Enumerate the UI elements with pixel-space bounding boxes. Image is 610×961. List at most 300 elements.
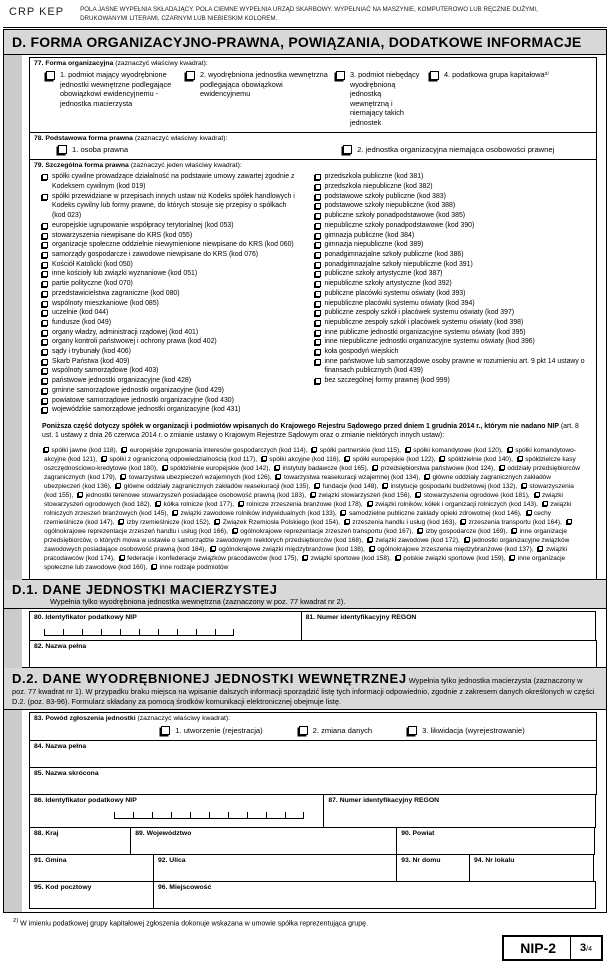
checkbox-icon[interactable]: [343, 145, 352, 154]
checkbox-icon[interactable]: [122, 447, 127, 452]
form-option[interactable]: [373, 465, 495, 472]
checkbox-icon[interactable]: [430, 71, 439, 80]
checkbox-icon[interactable]: [396, 555, 401, 560]
option-label: organy kontroli państwowej i ochrony prawa (kod 402): [52, 338, 217, 346]
option-label: przedsiębiorstwa państwowe (kod 124),: [380, 464, 496, 472]
field-81-regon-input[interactable]: [301, 611, 596, 641]
checkbox-icon[interactable]: [315, 262, 321, 268]
field-78-label: [34, 135, 592, 142]
option-label: gminne samorządowe jednostki organizacyjne (kod 429): [52, 386, 224, 394]
checkbox-icon[interactable]: [522, 483, 527, 488]
checkbox-icon[interactable]: [406, 447, 411, 452]
section-d-box: [3, 30, 607, 913]
option-label: spółki przewidziane w przepisach innych ustaw niż Kodeks spółek handlowych i Kodeks cywilny lub formy prawne, do których stosuje się przepisy o spółkach (kod 023): [52, 192, 295, 220]
checkbox-icon[interactable]: [42, 368, 48, 374]
form-option[interactable]: [368, 537, 460, 544]
checkbox-icon[interactable]: [336, 71, 345, 80]
form-option[interactable]: [120, 555, 299, 562]
option-label: gimnazja publiczne (kod 384): [324, 231, 415, 239]
field-77-label: [34, 60, 592, 67]
left-margin-stripe: [4, 710, 22, 912]
checkbox-icon[interactable]: [42, 407, 48, 413]
option-label: spółki komandytowo-akcyjne (kod 121),: [44, 446, 576, 463]
option-label: podstawowe szkoły publiczne (kod 383): [324, 192, 446, 200]
checkbox-icon[interactable]: [163, 465, 168, 470]
checkbox-icon[interactable]: [315, 378, 321, 384]
checkbox-icon[interactable]: [315, 213, 321, 219]
field-78-options: [34, 142, 592, 156]
form-option[interactable]: [408, 726, 525, 735]
option-label: publiczne szkoły artystyczne (kod 387): [324, 270, 443, 278]
form-option[interactable]: [315, 221, 593, 231]
checkbox-icon[interactable]: [315, 194, 321, 200]
checkbox-icon[interactable]: [42, 378, 48, 384]
checkbox-icon[interactable]: [311, 492, 316, 497]
section-d1-title: D.1. DANE JEDNOSTKI MACIERZYSTEJ: [12, 581, 278, 597]
checkbox-icon[interactable]: [299, 726, 308, 735]
option-label: przedszkola niepubliczne (kod 382): [324, 183, 433, 191]
form-option[interactable]: [315, 279, 593, 289]
form-option[interactable]: [315, 318, 593, 328]
checkbox-icon[interactable]: [121, 474, 126, 479]
checkbox-icon[interactable]: [42, 359, 48, 365]
form-option[interactable]: [42, 376, 301, 386]
checkbox-icon[interactable]: [275, 465, 280, 470]
form-option[interactable]: [42, 347, 301, 357]
checkbox-icon[interactable]: [383, 483, 388, 488]
form-option[interactable]: [42, 289, 301, 299]
field-77-options: [34, 67, 592, 129]
checkbox-icon[interactable]: [315, 483, 320, 488]
checkbox-icon[interactable]: [425, 474, 430, 479]
field-87-regon-input[interactable]: [323, 794, 596, 828]
option-label: gimnazja niepubliczne (kod 389): [324, 241, 424, 249]
field-95-label: 95. Kod pocztowy: [34, 884, 92, 892]
option-label: organy władzy, administracji rządowej (kod 401): [52, 328, 199, 336]
field-89-label: 89. Województwo: [135, 830, 192, 838]
field-81-label: 81. Numer identyfikacyjny REGON: [305, 613, 417, 621]
form-option[interactable]: [119, 519, 210, 526]
checkbox-icon[interactable]: [315, 330, 321, 336]
section-d-title: D. FORMA ORGANIZACYJNO-PRAWNA, POWIĄZANIA, DODATKOWE INFORMACJE: [4, 30, 606, 55]
form-option[interactable]: [211, 546, 365, 553]
checkbox-icon[interactable]: [186, 71, 195, 80]
checkbox-icon[interactable]: [42, 339, 48, 345]
checkbox-icon[interactable]: [368, 501, 373, 506]
form-option[interactable]: [461, 519, 562, 526]
form-code-box: [502, 935, 603, 961]
checkbox-icon[interactable]: [42, 194, 48, 200]
field-79-szczegolna-forma-prawna: [29, 159, 597, 579]
option-label: niepubliczne placówki systemu oświaty (kod 394): [324, 299, 475, 307]
checkbox-icon[interactable]: [156, 501, 161, 506]
checkbox-icon[interactable]: [161, 726, 170, 735]
checkbox-icon[interactable]: [42, 271, 48, 277]
form-option[interactable]: [315, 337, 593, 347]
field-88-kraj-input[interactable]: [29, 827, 131, 855]
form-option[interactable]: [315, 299, 593, 309]
form-option[interactable]: [215, 519, 340, 526]
left-margin-stripe: [4, 55, 22, 579]
checkbox-icon[interactable]: [315, 320, 321, 326]
checkbox-icon[interactable]: [315, 359, 321, 365]
form-option[interactable]: [343, 145, 554, 154]
form-option[interactable]: [341, 510, 521, 517]
form-option[interactable]: [42, 405, 301, 415]
checkbox-icon[interactable]: [418, 528, 423, 533]
option-label: towarzystwa reasekuracji wzajemnej (kod 134),: [283, 473, 421, 481]
form-option[interactable]: [315, 376, 593, 386]
checkbox-icon[interactable]: [120, 555, 125, 560]
form-code: NIP-2: [504, 937, 571, 959]
option-label: oddziały przedsiębiorców zagranicznych (kod 179),: [44, 464, 580, 481]
form-option[interactable]: [368, 501, 538, 508]
checkbox-icon[interactable]: [42, 174, 48, 180]
form-option[interactable]: [315, 328, 593, 338]
option-label: instytuty badawcze (kod 165),: [282, 464, 369, 472]
checkbox-icon[interactable]: [42, 262, 48, 268]
checkbox-icon[interactable]: [373, 465, 378, 470]
option-label: związki zawodowe rolników indywidualnych (kod 133),: [180, 509, 337, 517]
checkbox-icon[interactable]: [440, 456, 445, 461]
checkbox-icon[interactable]: [312, 447, 317, 452]
form-option[interactable]: [315, 250, 593, 260]
checkbox-icon[interactable]: [345, 519, 350, 524]
checkbox-icon[interactable]: [303, 555, 308, 560]
checkbox-icon[interactable]: [211, 546, 216, 551]
option-label: samorządy gospodarcze i zawodowe niewpisane do KRS (kod 076): [52, 251, 259, 258]
form-option[interactable]: [42, 337, 301, 347]
form-option[interactable]: [430, 70, 549, 127]
option-label: ponadgimnazjalne szkoły publiczne (kod 386): [324, 251, 464, 258]
form-option[interactable]: [42, 240, 301, 250]
checkbox-icon[interactable]: [46, 71, 55, 80]
field-91-gmina-input[interactable]: [29, 854, 154, 882]
form-option[interactable]: [42, 318, 301, 328]
option-label: wspólnoty samorządowe (kod 403): [52, 367, 159, 375]
checkbox-icon[interactable]: [215, 519, 220, 524]
form-option[interactable]: [42, 250, 301, 260]
form-option[interactable]: [156, 501, 234, 508]
form-option[interactable]: [396, 555, 506, 562]
checkbox-icon[interactable]: [315, 203, 321, 209]
field-93-nr-domu-input[interactable]: [396, 854, 470, 882]
option-label: federacje i konfederacje związków pracodawców (kod 175),: [127, 554, 299, 562]
option-label: Związek Rzemiosła Polskiego (kod 154),: [222, 518, 340, 526]
checkbox-icon[interactable]: [44, 447, 49, 452]
checkbox-icon[interactable]: [315, 310, 321, 316]
form-option[interactable]: [315, 240, 593, 250]
field-91-label: 91. Gmina: [34, 857, 67, 865]
form-option[interactable]: [312, 447, 401, 454]
option-label: związki zawodowe (kod 172),: [375, 536, 460, 544]
option-label: przedstawicielstwa zagraniczne (kod 080): [52, 289, 180, 297]
form-option[interactable]: [122, 447, 307, 454]
form-option[interactable]: [315, 201, 593, 211]
form-option[interactable]: [121, 474, 271, 481]
form-option[interactable]: [42, 308, 301, 318]
form-option[interactable]: [42, 386, 301, 396]
form-option[interactable]: [315, 347, 593, 357]
form-option[interactable]: [275, 465, 369, 472]
checkbox-icon[interactable]: [315, 291, 321, 297]
form-option[interactable]: [42, 260, 301, 270]
checkbox-icon[interactable]: [512, 528, 517, 533]
field-80-label: 80. Identyfikator podatkowy NIP: [34, 613, 137, 621]
field-84-label: 84. Nazwa pełna: [34, 743, 87, 751]
field-94-nr-lokalu-input[interactable]: [469, 854, 594, 882]
checkbox-icon[interactable]: [42, 349, 48, 355]
option-label: stowarzyszenia ogrodowe (kod 181),: [423, 491, 530, 499]
form-option[interactable]: [315, 260, 593, 270]
checkbox-icon[interactable]: [315, 339, 321, 345]
checkbox-icon[interactable]: [42, 242, 48, 248]
form-option[interactable]: [276, 474, 420, 481]
form-option[interactable]: [161, 726, 262, 735]
form-option[interactable]: [116, 483, 310, 490]
checkbox-icon[interactable]: [42, 330, 48, 336]
checkbox-icon[interactable]: [42, 388, 48, 394]
form-option[interactable]: [233, 528, 414, 535]
form-option[interactable]: [42, 366, 301, 376]
field-79-left-column: [42, 172, 301, 415]
form-option[interactable]: [42, 396, 301, 406]
form-option[interactable]: [42, 357, 301, 367]
option-label: uczelnie (kod 044): [52, 309, 109, 317]
form-option[interactable]: [315, 483, 378, 490]
checkbox-icon[interactable]: [152, 564, 157, 569]
form-option[interactable]: [42, 221, 301, 231]
option-label: polskie związki sportowe (kod 159),: [403, 554, 506, 562]
form-option[interactable]: [315, 269, 593, 279]
checkbox-icon[interactable]: [315, 184, 321, 190]
section-d2-header: [4, 667, 606, 711]
option-label: jednostki organizacyjne związków zawodowych posiadające osobowość prawną (kod 184),: [44, 536, 570, 553]
option-label: inne niepubliczne jednostki organizacyjne systemu oświaty (kod 396): [324, 338, 535, 346]
form-option[interactable]: [418, 528, 507, 535]
form-option[interactable]: [303, 555, 391, 562]
checkbox-icon[interactable]: [42, 252, 48, 258]
form-option[interactable]: [370, 546, 534, 553]
checkbox-icon[interactable]: [315, 242, 321, 248]
checkbox-icon[interactable]: [102, 456, 107, 461]
checkbox-icon[interactable]: [276, 474, 281, 479]
form-option[interactable]: [42, 231, 301, 241]
form-option[interactable]: [315, 289, 593, 299]
form-option[interactable]: [42, 192, 301, 221]
form-option[interactable]: [299, 726, 373, 735]
option-label: spółki akcyjne (kod 116),: [269, 455, 341, 463]
option-label: państwowe jednostki organizacyjne (kod 428): [52, 377, 192, 385]
form-option[interactable]: [42, 299, 301, 309]
checkbox-icon[interactable]: [543, 501, 548, 506]
section-d2-text: [12, 670, 598, 708]
option-label: inne organizacje przedsiębiorców, o których mowa w ustawie o samorządzie zawodowym niektórych przedsiębiorców (kod 168),: [44, 527, 567, 544]
form-option[interactable]: [406, 447, 503, 454]
checkbox-icon[interactable]: [42, 301, 48, 307]
field-86-nip-input[interactable]: [29, 794, 324, 828]
checkbox-icon[interactable]: [416, 492, 421, 497]
form-option[interactable]: [345, 519, 457, 526]
page-indicator: [571, 937, 601, 959]
option-label: inne organizacje społeczne lub zawodowe (kod 160),: [44, 554, 566, 571]
checkbox-icon[interactable]: [116, 483, 121, 488]
checkbox-icon[interactable]: [538, 546, 543, 551]
field-77-label-text: 77. Forma organizacyjna: [34, 60, 114, 68]
form-option[interactable]: [262, 456, 341, 463]
field-83-powod-zgloszenia: [29, 712, 597, 741]
checkbox-icon[interactable]: [42, 291, 48, 297]
checkbox-icon[interactable]: [42, 398, 48, 404]
option-label: spółki partnerskie (kod 115),: [319, 446, 401, 454]
form-option[interactable]: [383, 483, 517, 490]
form-option[interactable]: [173, 510, 337, 517]
form-option[interactable]: [42, 328, 301, 338]
form-option[interactable]: [58, 145, 128, 154]
form-option[interactable]: [315, 231, 593, 241]
option-label: główne oddziały zagranicznych zakładów reasekuracji (kod 135),: [123, 482, 311, 490]
option-label: zrzeszenia transportu (kod 164),: [468, 518, 562, 526]
field-85-nazwa-skrocona-input[interactable]: [29, 767, 597, 795]
option-label: 4. podatkowa grupa kapitałowa²⁾: [444, 70, 549, 80]
checkbox-icon[interactable]: [345, 456, 350, 461]
field-79-right-column: [301, 172, 593, 415]
checkbox-icon[interactable]: [510, 555, 515, 560]
checkbox-icon[interactable]: [233, 528, 238, 533]
option-label: ogólnokrajowe reprezentacje zrzeszeń transportu (kod 167),: [240, 527, 414, 535]
form-option[interactable]: [163, 465, 271, 472]
form-option[interactable]: [315, 211, 593, 221]
option-label: powiatowe samorządowe jednostki organizacyjne (kod 430): [52, 396, 234, 404]
checkbox-icon[interactable]: [42, 223, 48, 229]
field-79-label-text: 79. Szczególna forma prawna: [34, 162, 129, 170]
option-label: ogólnokrajowe zrzeszenia międzybranżowe (kod 137),: [377, 545, 534, 553]
form-option[interactable]: [46, 70, 178, 127]
option-label: europejskie zgrupowania interesów gospodarczych (kod 114),: [129, 446, 308, 454]
checkbox-icon[interactable]: [500, 465, 505, 470]
checkbox-icon[interactable]: [42, 281, 48, 287]
page-total: /4: [586, 946, 592, 954]
nip-digit-ruler: [114, 812, 304, 819]
checkbox-icon[interactable]: [315, 281, 321, 287]
option-label: fundusze (kod 049): [52, 318, 111, 326]
field-78-podstawowa-forma-prawna: [29, 132, 597, 160]
form-option[interactable]: [102, 456, 257, 463]
form-option[interactable]: [440, 456, 513, 463]
option-label: kółka rolnicze (kod 177),: [163, 500, 235, 508]
form-option[interactable]: [315, 182, 593, 192]
option-label: spółdzielnie europejskie (kod 142),: [170, 464, 271, 472]
form-option[interactable]: [239, 501, 363, 508]
checkbox-icon[interactable]: [315, 252, 321, 258]
option-label: 2. zmiana danych: [312, 726, 373, 736]
option-label: spółki komandytowe (kod 120),: [413, 446, 503, 454]
checkbox-icon[interactable]: [461, 519, 466, 524]
option-label: Kościół Katolicki (kod 050): [52, 260, 133, 268]
field-92-ulica-input[interactable]: [153, 854, 397, 882]
checkbox-icon[interactable]: [315, 233, 321, 239]
checkbox-icon[interactable]: [315, 174, 321, 180]
field-95-kod-pocztowy-input[interactable]: [29, 881, 154, 909]
checkbox-icon[interactable]: [465, 537, 470, 542]
form-option[interactable]: [315, 192, 593, 202]
field-87-label: 87. Numer identyfikacyjny REGON: [328, 797, 440, 805]
checkbox-icon[interactable]: [173, 510, 178, 515]
form-option[interactable]: [416, 492, 529, 499]
checkbox-icon[interactable]: [58, 145, 67, 154]
form-option[interactable]: [336, 70, 422, 127]
option-label: wojewódzkie samorządowe jednostki organizacyjne (kod 431): [52, 406, 241, 414]
checkbox-icon[interactable]: [262, 456, 267, 461]
field-84-nazwa-pelna-input[interactable]: [29, 740, 597, 768]
checkbox-icon[interactable]: [535, 492, 540, 497]
form-option[interactable]: [315, 172, 593, 182]
form-option[interactable]: [42, 279, 301, 289]
krs-options-list: [34, 443, 592, 576]
option-label: izby gospodarcze (kod 169),: [425, 527, 508, 535]
option-label: przedszkola publiczne (kod 381): [324, 173, 424, 181]
option-label: rolnicze zrzeszenia branżowe (kod 178),: [246, 500, 363, 508]
checkbox-icon[interactable]: [315, 271, 321, 277]
form-option[interactable]: [186, 70, 328, 127]
checkbox-icon[interactable]: [315, 349, 321, 355]
section-d2-description: Wypełnia tylko jednostka macierzysta (zaznaczony w poz. 77 kwadrat nr 1). W przypadku braku miejsca na wpisanie dalszych informacji sporządzić listę tych informacji odpowiednio, zgodnie z zakresem danych określonych w części D.2. (poz. 83-96). Formularz składany za pomocą środków komunikacji elektronicznej obejmuje listę.: [12, 675, 595, 707]
checkbox-icon[interactable]: [42, 320, 48, 326]
option-label: 3. likwidacja (wyrejestrowanie): [422, 726, 525, 736]
option-label: 2. jednostka organizacyjna niemająca osobowości prawnej: [357, 145, 555, 155]
field-88-label: 88. Kraj: [34, 830, 59, 838]
field-89-wojewodztwo-input[interactable]: [130, 827, 397, 855]
option-label: inne państwowe lub samorządowe osoby prawne w rozumieniu art. 9 pkt 14 ustawy o finansach publicznych (kod 439): [324, 357, 585, 375]
section-d1-header: [4, 579, 606, 609]
form-option[interactable]: [44, 447, 118, 454]
checkbox-icon[interactable]: [341, 510, 346, 515]
checkbox-icon[interactable]: [368, 537, 373, 542]
checkbox-icon[interactable]: [315, 223, 321, 229]
checkbox-icon[interactable]: [119, 519, 124, 524]
checkbox-icon[interactable]: [315, 301, 321, 307]
checkbox-icon[interactable]: [42, 310, 48, 316]
form-option[interactable]: [315, 357, 593, 376]
checkbox-icon[interactable]: [408, 726, 417, 735]
option-label: 2. wyodrębniona jednostka wewnętrzna podlegająca obowiązkowi ewidencyjnemu: [200, 70, 328, 99]
checkbox-icon[interactable]: [239, 501, 244, 506]
nip-digit-ruler: [44, 629, 234, 636]
field-96-miejscowosc-input[interactable]: [153, 881, 596, 909]
checkbox-icon[interactable]: [42, 233, 48, 239]
checkbox-icon[interactable]: [518, 456, 523, 461]
field-90-powiat-input[interactable]: [396, 827, 595, 855]
form-header: [3, 2, 607, 27]
checkbox-icon[interactable]: [78, 492, 83, 497]
form-option[interactable]: [345, 456, 435, 463]
form-option[interactable]: [42, 172, 301, 191]
form-option[interactable]: [311, 492, 412, 499]
checkbox-icon[interactable]: [527, 510, 532, 515]
form-option[interactable]: [42, 269, 301, 279]
checkbox-icon[interactable]: [508, 447, 513, 452]
form-option[interactable]: [315, 308, 593, 318]
option-label: związki stowarzyszeń ogrodowych (kod 182),: [44, 491, 563, 508]
checkbox-icon[interactable]: [370, 546, 375, 551]
option-label: spółki z ograniczoną odpowiedzialnością (kod 117),: [109, 455, 258, 463]
form-option[interactable]: [152, 564, 228, 571]
checkbox-icon[interactable]: [567, 519, 572, 524]
field-82-nazwa-pelna-input[interactable]: [29, 640, 597, 668]
option-label: izby rzemieślnicze (kod 152),: [126, 518, 211, 526]
form-option[interactable]: [78, 492, 306, 499]
field-80-nip-input[interactable]: [29, 611, 302, 641]
